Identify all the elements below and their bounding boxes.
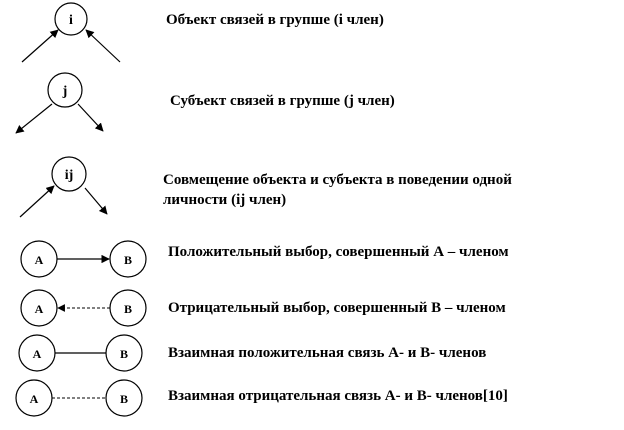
node-b-label: B — [119, 347, 129, 361]
incoming-arrow — [20, 186, 54, 217]
legend-mutual-positive-label: Взаимная положительная связь А- и В- членов — [168, 345, 487, 361]
node-ij-label: ij — [64, 168, 74, 183]
symbol-subject-j — [16, 73, 103, 133]
node-a-label: A — [32, 347, 42, 361]
node-a-label: A — [34, 302, 44, 316]
legend-mutual-negative-label: Взаимная отрицательная связь А- и В- членов[10] — [168, 388, 508, 404]
legend-positive-choice-label: Положительный выбор, совершенный А – членом — [168, 244, 509, 260]
outgoing-arrow-right — [78, 104, 103, 131]
incoming-arrow-left — [22, 30, 58, 62]
node-j-label: j — [62, 84, 68, 99]
legend-negative-choice-label: Отрицательный выбор, совершенный В – членом — [168, 300, 506, 316]
legend-combined-line-2: личности (ij член) — [163, 192, 287, 208]
symbol-object-i — [22, 3, 120, 62]
node-a-label: A — [29, 392, 39, 406]
outgoing-arrow — [85, 188, 107, 214]
node-b-label: B — [119, 392, 129, 406]
legend-combined-label — [163, 170, 512, 210]
symbol-mutual-negative — [16, 380, 142, 416]
node-i-label: i — [69, 13, 73, 28]
symbol-mutual-positive — [19, 335, 142, 371]
incoming-arrow-right — [86, 30, 120, 62]
legend-object-label: Объект связей в групше (i член) — [166, 12, 384, 28]
legend-subject-label: Субъект связей в групше (j член) — [170, 93, 395, 109]
symbol-negative-choice — [21, 290, 146, 326]
node-a-label: A — [34, 253, 44, 267]
legend-combined-line-1: Совмещение объекта и субъекта в поведении одной — [163, 172, 512, 188]
node-b-label: B — [123, 253, 133, 267]
symbol-positive-choice — [21, 241, 146, 277]
outgoing-arrow-left — [16, 104, 52, 133]
node-b-label: B — [123, 302, 133, 316]
symbol-combined-ij — [20, 157, 107, 217]
